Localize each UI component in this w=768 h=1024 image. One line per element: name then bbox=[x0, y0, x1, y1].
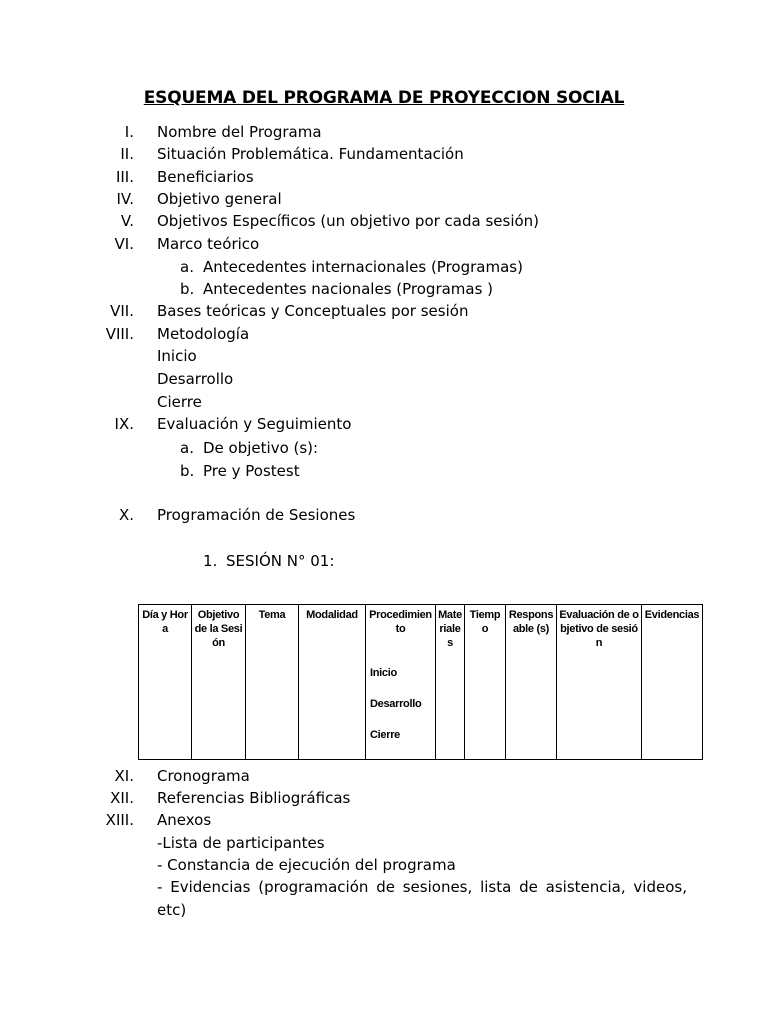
subitem-letter: b. bbox=[180, 280, 195, 298]
col-header-evidencias: Evidencias bbox=[642, 605, 703, 760]
item-number: V. bbox=[120, 212, 134, 230]
col-header-tiempo: Tiempo bbox=[465, 605, 506, 760]
item-text: Situación Problemática. Fundamentación bbox=[157, 145, 464, 163]
item-text: Marco teórico bbox=[157, 235, 260, 253]
item-text: Evaluación y Seguimiento bbox=[157, 415, 352, 433]
anexo-evidencias: - Evidencias (programación de sesiones, lista de asistencia, videos, etc) bbox=[157, 878, 687, 919]
item-text: Beneficiarios bbox=[157, 168, 254, 186]
item-text: Objetivos Específicos (un objetivo por cada sesión) bbox=[157, 212, 540, 230]
subitem-text: Antecedentes internacionales (Programas) bbox=[203, 258, 523, 276]
subitem-letter: b. bbox=[180, 462, 195, 480]
item-text: Bases teóricas y Conceptuales por sesión bbox=[157, 302, 469, 320]
item-text: Programación de Sesiones bbox=[157, 506, 356, 524]
subitem-letter: a. bbox=[180, 439, 194, 457]
item-number: III. bbox=[115, 168, 134, 186]
item-text: Objetivo general bbox=[157, 190, 282, 208]
item-number: XI. bbox=[114, 767, 134, 785]
proc-step-inicio: Inicio bbox=[370, 667, 397, 679]
item-text: Nombre del Programa bbox=[157, 123, 322, 141]
item-number: II. bbox=[120, 145, 134, 163]
session-table bbox=[138, 604, 703, 760]
proc-step-desarrollo: Desarrollo bbox=[370, 698, 422, 710]
col-header-procedimiento bbox=[366, 605, 436, 760]
document-title: ESQUEMA DEL PROGRAMA DE PROYECCION SOCIAL bbox=[143, 88, 625, 108]
item-number: X. bbox=[118, 506, 134, 524]
item-number: VIII. bbox=[105, 325, 134, 343]
item-number: XII. bbox=[110, 789, 134, 807]
item-number: XIII. bbox=[105, 811, 134, 829]
col-header-modalidad: Modalidad bbox=[299, 605, 366, 760]
item-text: Cronograma bbox=[157, 767, 250, 785]
anexo-constancia: - Constancia de ejecución del programa bbox=[157, 856, 456, 874]
col-header-tema: Tema bbox=[246, 605, 299, 760]
item-number: IX. bbox=[114, 415, 134, 433]
session-label: SESIÓN N° 01: bbox=[226, 552, 335, 570]
subitem-letter: a. bbox=[180, 258, 194, 276]
item-text: Metodología bbox=[157, 325, 250, 343]
session-number: 1. bbox=[203, 552, 218, 570]
col-header-evaluacion: Evaluación de objetivo de sesión bbox=[557, 605, 642, 760]
col-header-objetivo: Objetivo de la Sesión bbox=[192, 605, 246, 760]
subitem-text: Antecedentes nacionales (Programas ) bbox=[203, 280, 494, 298]
item-text: Anexos bbox=[157, 811, 212, 829]
subitem-text: Pre y Postest bbox=[203, 462, 300, 480]
procedimiento-label: Procedimiento bbox=[369, 609, 432, 635]
subitem-text: De objetivo (s): bbox=[203, 439, 319, 457]
methodology-step-cierre: Cierre bbox=[157, 393, 202, 411]
anexo-participantes: -Lista de participantes bbox=[157, 834, 325, 852]
item-number: I. bbox=[124, 123, 134, 141]
methodology-step-desarrollo: Desarrollo bbox=[157, 370, 234, 388]
item-number: VII. bbox=[110, 302, 134, 320]
methodology-step-inicio: Inicio bbox=[157, 347, 197, 365]
proc-step-cierre: Cierre bbox=[370, 729, 400, 741]
item-text: Referencias Bibliográficas bbox=[157, 789, 351, 807]
col-header-dia-hora: Día y Hora bbox=[139, 605, 192, 760]
item-number: IV. bbox=[116, 190, 134, 208]
col-header-responsable: Responsable (s) bbox=[506, 605, 557, 760]
procedimiento-steps bbox=[368, 666, 433, 742]
item-number: VI. bbox=[114, 235, 134, 253]
col-header-materiales: Materiales bbox=[436, 605, 465, 760]
